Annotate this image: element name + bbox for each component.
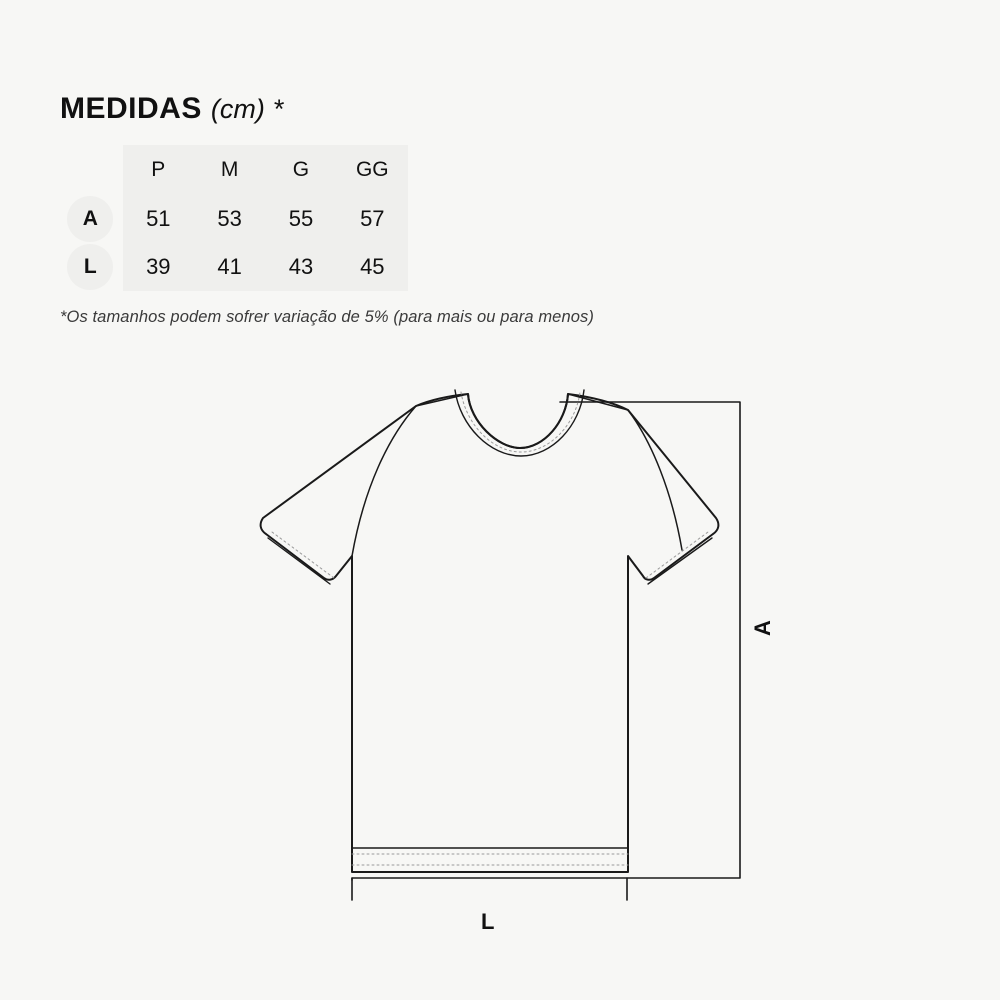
page-title-main: MEDIDAS: [60, 92, 202, 125]
column-header-m: M: [194, 145, 265, 195]
page-title: [60, 92, 284, 126]
table-header-row: [58, 145, 408, 195]
column-header-p: P: [123, 145, 194, 195]
size-table-wrapper: [58, 145, 408, 291]
row-label-a-cell: [58, 195, 123, 243]
column-header-gg: GG: [337, 145, 408, 195]
table-corner-cell: [58, 145, 123, 195]
neckline-outer: [455, 390, 584, 456]
row-label-l-cell: [58, 243, 123, 291]
dimension-label-width: L: [481, 909, 495, 934]
sleeve-cuff-left: [268, 538, 330, 584]
row-label-a: A: [67, 196, 113, 242]
cell-l-p: 39: [123, 243, 194, 291]
page-title-unit: (cm): [210, 94, 265, 124]
table-row: [58, 243, 408, 291]
size-table: [58, 145, 408, 291]
shoulder-seam-left: [416, 394, 468, 406]
size-variation-footnote: *Os tamanhos podem sofrer variação de 5% (para mais ou para menos): [60, 308, 594, 326]
row-label-l: L: [67, 244, 113, 290]
tshirt-technical-drawing-svg: [0, 360, 1000, 960]
page-title-asterisk: *: [273, 94, 285, 124]
tshirt-body-outline: [261, 394, 719, 872]
sleeve-cuff-right-stitch: [646, 532, 708, 578]
sleeve-cuff-left-stitch: [272, 532, 334, 578]
column-header-g: G: [265, 145, 336, 195]
cell-l-g: 43: [265, 243, 336, 291]
cell-a-p: 51: [123, 195, 194, 243]
armhole-right: [628, 410, 682, 550]
tshirt-illustration: [0, 360, 1000, 960]
cell-a-m: 53: [194, 195, 265, 243]
cell-a-g: 55: [265, 195, 336, 243]
sleeve-cuff-right: [648, 538, 712, 584]
cell-l-gg: 45: [337, 243, 408, 291]
table-row: [58, 195, 408, 243]
cell-a-gg: 57: [337, 195, 408, 243]
cell-l-m: 41: [194, 243, 265, 291]
dimension-label-height: A: [749, 620, 775, 636]
